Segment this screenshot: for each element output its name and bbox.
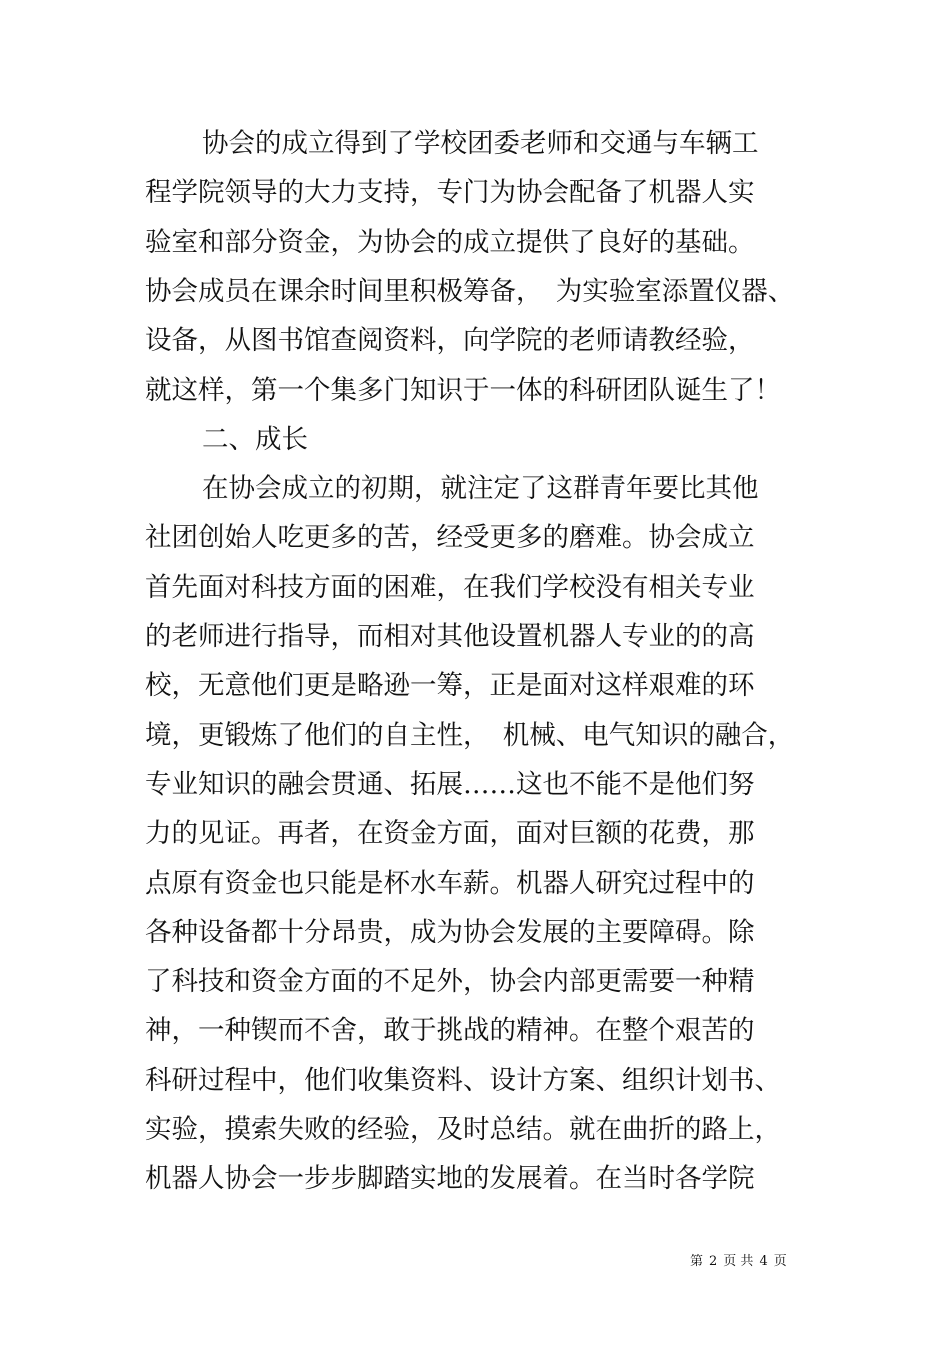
page-footer	[690, 1250, 870, 1274]
text-line: 各种设备都十分昂贵，成为协会发展的主要障碍。除	[145, 916, 755, 948]
page-current: 2	[709, 1254, 718, 1269]
page-mid: 页 共	[723, 1254, 754, 1269]
text-line: 了科技和资金方面的不足外，协会内部更需要一种精	[145, 966, 755, 998]
text-line: 专业知识的融会贯通、拓展……这也不能不是他们努	[145, 768, 755, 800]
text-line: 首先面对科技方面的困难，在我们学校没有相关专业	[145, 571, 755, 603]
text-line: 协会成员在课余时间里积极筹备， 为实验室添置仪器、	[145, 275, 795, 307]
text-line: 境，更锻炼了他们的自主性， 机械、电气知识的融合，	[145, 719, 795, 751]
text-line: 校，无意他们更是略逊一筹，正是面对这样艰难的环	[145, 670, 755, 702]
page-suffix: 页	[773, 1254, 787, 1269]
text-line: 力的见证。再者，在资金方面，面对巨额的花费，那	[145, 818, 755, 850]
text-line: 的老师进行指导，而相对其他设置机器人专业的的高	[145, 621, 755, 652]
page-prefix: 第	[690, 1254, 704, 1269]
text-line: 实验，摸索失败的经验，及时总结。就在曲折的路上，	[145, 1114, 781, 1145]
text-line: 二、成长	[202, 423, 308, 455]
text-line: 设备，从图书馆查阅资料，向学院的老师请教经验，	[145, 325, 755, 357]
text-line: 在协会成立的初期，就注定了这群青年要比其他	[202, 473, 759, 505]
text-line: 社团创始人吃更多的苦，经受更多的磨难。协会成立	[145, 522, 755, 554]
text-line: 科研过程中，他们收集资料、设计方案、组织计划书、	[145, 1064, 781, 1096]
text-line: 机器人协会一步步脚踏实地的发展着。在当时各学院	[145, 1163, 755, 1195]
text-line: 程学院领导的大力支持，专门为协会配备了机器人实	[145, 177, 755, 209]
text-line: 点原有资金也只能是杯水车薪。机器人研究过程中的	[145, 867, 755, 899]
text-line: 验室和部分资金，为协会的成立提供了良好的基础。	[145, 226, 755, 258]
page-total: 4	[759, 1254, 768, 1269]
text-line: 神，一种锲而不舍，敢于挑战的精神。在整个艰苦的	[145, 1015, 755, 1047]
text-line: 就这样，第一个集多门知识于一体的科研团队诞生了！	[145, 374, 781, 406]
text-line: 协会的成立得到了学校团委老师和交通与车辆工	[202, 128, 759, 159]
